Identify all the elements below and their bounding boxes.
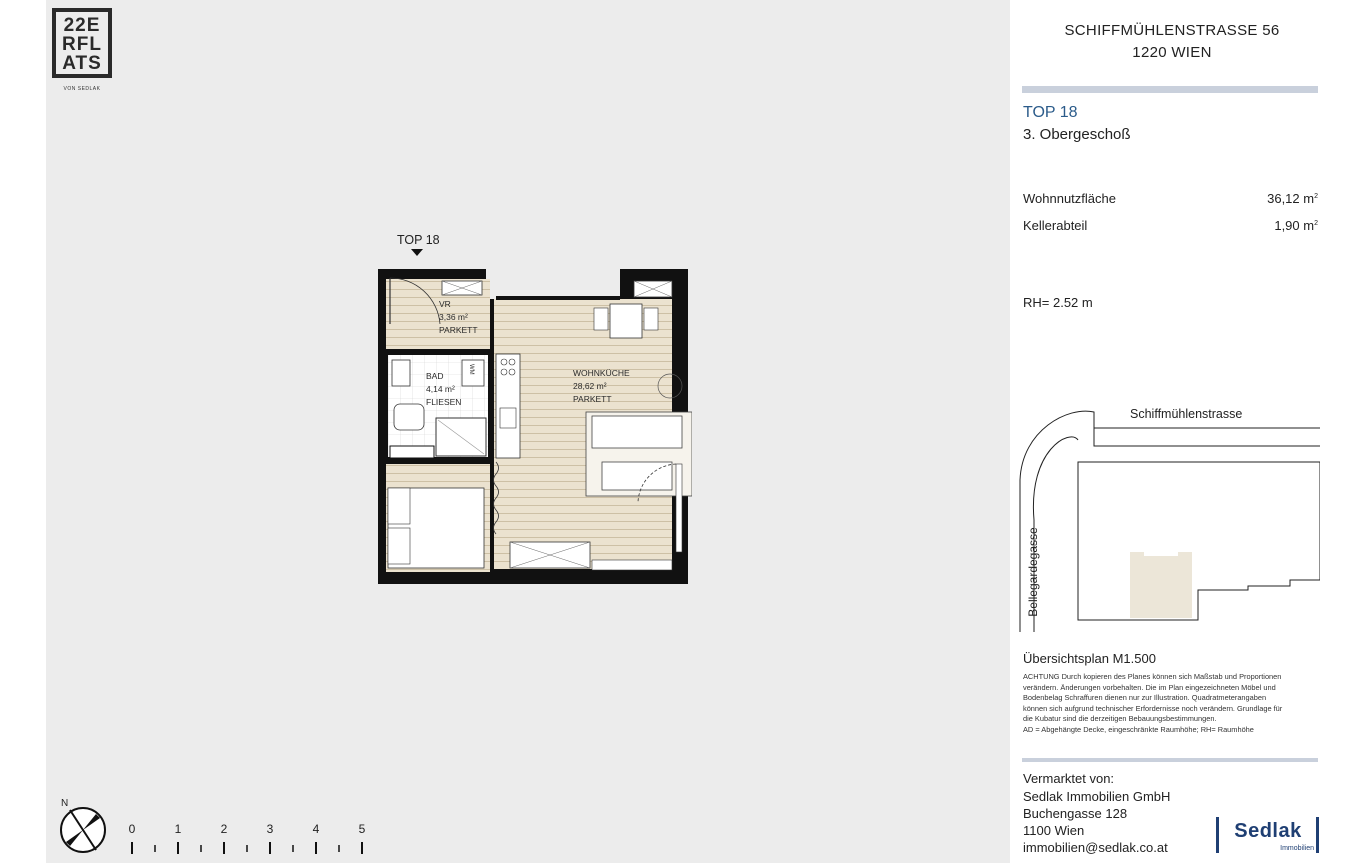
scale-label-3: 3 — [266, 822, 274, 836]
logo-line-2: RFL — [62, 34, 102, 55]
scale-label-4: 4 — [312, 822, 320, 836]
unit-top: TOP 18 — [1023, 104, 1078, 121]
marketed-by: Vermarktet von: — [1023, 771, 1115, 786]
room-floor: PARKETT — [439, 325, 478, 335]
overview-map — [1018, 400, 1320, 632]
washing-machine-tag: WM — [468, 364, 474, 375]
notice-line: können sich aufgrund technischer Erfordernisse noch verändern. Grundlage für — [1023, 703, 1283, 713]
header-divider — [1022, 86, 1318, 93]
brand-logo: Sedlak — [1234, 820, 1302, 842]
area-label-living: Wohnnutzfläche — [1023, 191, 1116, 206]
room-floor: FLIESEN — [426, 397, 462, 407]
room-height: RH= 2.52 m — [1023, 295, 1093, 310]
company-street: Buchengasse 128 — [1023, 806, 1128, 821]
logo-line-3: ATS — [62, 53, 102, 74]
brand-bar-right — [1316, 817, 1319, 853]
unit-floor: 3. Obergeschoß — [1023, 126, 1131, 143]
room-area: 3,36 m² — [439, 312, 468, 322]
area-value-cellar-text: 1,90 m — [1274, 218, 1315, 233]
logo-subtitle: VON SEDLAK — [63, 86, 101, 92]
company-name: Sedlak Immobilien GmbH — [1023, 789, 1171, 804]
notice-line: Bodenbelag Schraffuren dienen nur zur Illustration. Quadratmeterangaben — [1023, 693, 1267, 703]
notice-line: ACHTUNG Durch kopieren des Planes können sich Maßstab und Proportionen — [1023, 672, 1282, 681]
area-label-cellar: Kellerabteil — [1023, 218, 1088, 233]
overview-title: Übersichtsplan M1.500 — [1023, 651, 1156, 666]
room-label-vr — [439, 298, 478, 337]
company-city: 1100 Wien — [1023, 823, 1085, 838]
plan-unit-label: TOP 18 — [397, 233, 440, 247]
address-city: 1220 WIEN — [1132, 44, 1212, 61]
floor-plan — [376, 266, 692, 588]
area-value-cellar: 1,90 $m^2$ — [1274, 218, 1318, 233]
scale-bar — [130, 840, 366, 856]
room-label-bad — [426, 370, 461, 409]
scale-label-2: 2 — [220, 822, 228, 836]
room-area: 4,14 m² — [426, 384, 455, 394]
logo-line-1: 22E — [63, 15, 101, 36]
scale-label-1: 1 — [174, 822, 182, 836]
plan-panel — [46, 0, 1010, 863]
room-label-wohnkueche — [573, 367, 630, 406]
info-panel — [1010, 0, 1364, 863]
area-value-living-text: 36,12 m — [1267, 191, 1315, 206]
logo — [52, 8, 112, 78]
map-street-top: Schiffmühlenstrasse — [1130, 407, 1243, 421]
footer-divider — [1022, 758, 1318, 762]
brand-bar-left — [1216, 817, 1219, 853]
area-value-living: 36,12 $m^2$ — [1267, 191, 1318, 206]
room-floor: PARKETT — [573, 394, 612, 404]
company-email[interactable]: immobilien@sedlak.co.at — [1023, 840, 1168, 855]
notice-text — [1023, 672, 1318, 736]
map-street-left: Bellegardegasse — [1026, 527, 1040, 617]
notice-line: die Kubatur sind die derzeitigen Bebauungsbestimmungen. — [1023, 714, 1217, 724]
scale-label-5: 5 — [358, 822, 366, 836]
scale-label-0: 0 — [128, 822, 136, 836]
room-name: WOHNKÜCHE — [573, 368, 630, 378]
north-label: N — [61, 798, 69, 809]
room-area: 28,62 m² — [573, 381, 607, 391]
notice-line: AD = Abgehängte Decke, eingeschränkte Raumhöhe; RH= Raumhöhe — [1023, 724, 1254, 734]
brand-sub: Immobilien — [1280, 845, 1314, 852]
room-name: VR — [439, 299, 451, 309]
notice-line: verändern. Änderungen vorbehalten. Die im Plan eingezeichneten Möbel und — [1023, 682, 1276, 692]
room-name: BAD — [426, 371, 444, 381]
entrance-arrow-icon — [411, 249, 423, 257]
address-street: SCHIFFMÜHLENSTRASSE 56 — [1064, 22, 1280, 39]
